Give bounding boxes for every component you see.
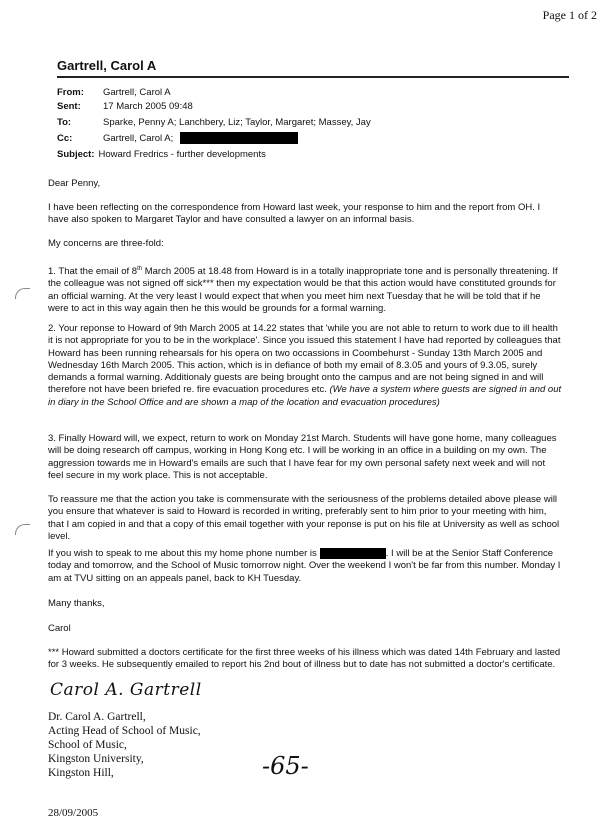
subject-value: Howard Fredrics - further developments (98, 149, 266, 160)
hole-punch-mark-top (15, 288, 30, 299)
sig-line-school: School of Music, (48, 739, 127, 751)
cc-row (57, 132, 298, 146)
sent-row (57, 100, 193, 114)
sig-line-name: Dr. Carol A. Gartrell, (48, 711, 146, 723)
paragraph-5: 3. Finally Howard will, we expect, return to work on Monday 21st March. Students will have gone home, many colleagues will be doing research off campus, working in Hong Kong etc. I will be working in an office in a building on my own. The aggression towards me in Howard's emails are such that I have fear for my own personal safety next week and will not feel secure in my work place. This is not acceptable. (48, 433, 557, 481)
sender-name-heading: Gartrell, Carol A (57, 58, 157, 73)
signature-block (48, 710, 201, 780)
cc-value: Gartrell, Carol A; (103, 133, 174, 144)
footnote: *** Howard submitted a doctors certificate for the first three weeks of his illness which was dated 14th February and lasted for 3 weeks. He subsequently emailed to report his 2nd bout of illness but to date has not submitted a doctor's certificate. (48, 647, 561, 671)
to-label: To: (57, 117, 72, 128)
handwritten-signature: Carol A. Gartrell (50, 680, 202, 700)
from-label: From: (57, 87, 84, 98)
paragraph-3 (48, 263, 563, 315)
phone-redaction (320, 548, 386, 559)
greeting: Dear Penny, (48, 178, 101, 189)
subject-label: Subject: (57, 149, 95, 160)
paragraph-7-start: If you wish to speak to me about this my home phone number is (48, 548, 317, 560)
paragraph-1: I have been reflecting on the correspondence from Howard last week, your response to him and the report from OH. I have also spoken to Margaret Taylor and have consulted a lawyer on an informal basis. (48, 202, 541, 226)
to-value: Sparke, Penny A; Lanchbery, Liz; Taylor, Margaret; Massey, Jay (103, 117, 371, 128)
ordinal-suffix: th (137, 266, 143, 272)
paragraph-3-start: 1. That the email of 8 (48, 266, 138, 278)
sender-first-name: Carol (48, 623, 71, 634)
handwritten-page-number: -65- (262, 752, 309, 780)
sent-value: 17 March 2005 09:48 (103, 101, 193, 112)
paragraph-7 (48, 548, 563, 585)
to-row (57, 116, 371, 130)
sig-line-address: Kingston Hill, (48, 767, 114, 779)
from-value: Gartrell, Carol A (103, 87, 171, 98)
sent-label: Sent: (57, 101, 81, 112)
paragraph-4 (48, 323, 563, 409)
paragraph-2: My concerns are three-fold: (48, 238, 164, 249)
sig-line-university: Kingston University, (48, 753, 144, 765)
cc-label: Cc: (57, 133, 73, 144)
from-row (57, 86, 171, 100)
page-number: Page 1 of 2 (542, 8, 597, 22)
paragraph-6: To reassure me that the action you take is commensurate with the seriousness of the problems detailed above please will you ensure that whatever is said to Howard is recorded in writing, preferably sent to him prior to your meeting with him, that I am copied in and that a copy of this email together with your reponse is put on his file at University as well as school level. (48, 494, 560, 542)
paragraph-3-rest: March 2005 at 18.48 from Howard is in a totally inappropriate tone and is personally threatening. If the colleague was not signed off sick*** then my expectation would be that this action would have constituted grounds for an official warning. At the very least I would expect that when you meet him next Tuesday that he will be told that if he were to act in this way again then he this would be grounds for a formal warning. (48, 266, 558, 315)
footer-date: 28/09/2005 (48, 807, 99, 819)
paragraph-4-text: 2. Your reponse to Howard of 9th March 2005 at 14.22 states that 'while you are not able to return to work due to ill health it is not appropriate for you to be in the workplace'. Since you issued this statement I have had reported by colleagues that Howard has been running rehearsals for his opera on two occassions in Coombehurst - Sunday 13th March 2005 and Wednesday 16th March 2005. This action, which is in defiance of both my email of 8.3.05 and yours of 9.3.05, surely demands a formal warning. Additionaly guests are being brought onto the campus and are not being signed in and will therefore not have been briefed re. fire evacuation procedures etc. (48, 323, 561, 396)
closing: Many thanks, (48, 598, 105, 609)
subject-row (57, 148, 266, 162)
paragraph-7-rest: . I will be at the Senior Staff Conference today and tomorrow, and the School of Music tomorrow night. Over the weekend I won't be far from this number. Monday I am at TVU sitting on an appeals panel, back to KH Tuesday. (48, 548, 561, 584)
cc-redaction (180, 132, 298, 144)
header-rule (57, 76, 569, 78)
sig-line-title: Acting Head of School of Music, (48, 725, 201, 737)
paragraph-4-italic: (We have a system where guests are signed in and out in diary in the School Office and are shown a map of the location and evacuation procedures) (48, 384, 562, 408)
hole-punch-mark-bottom (15, 524, 30, 535)
